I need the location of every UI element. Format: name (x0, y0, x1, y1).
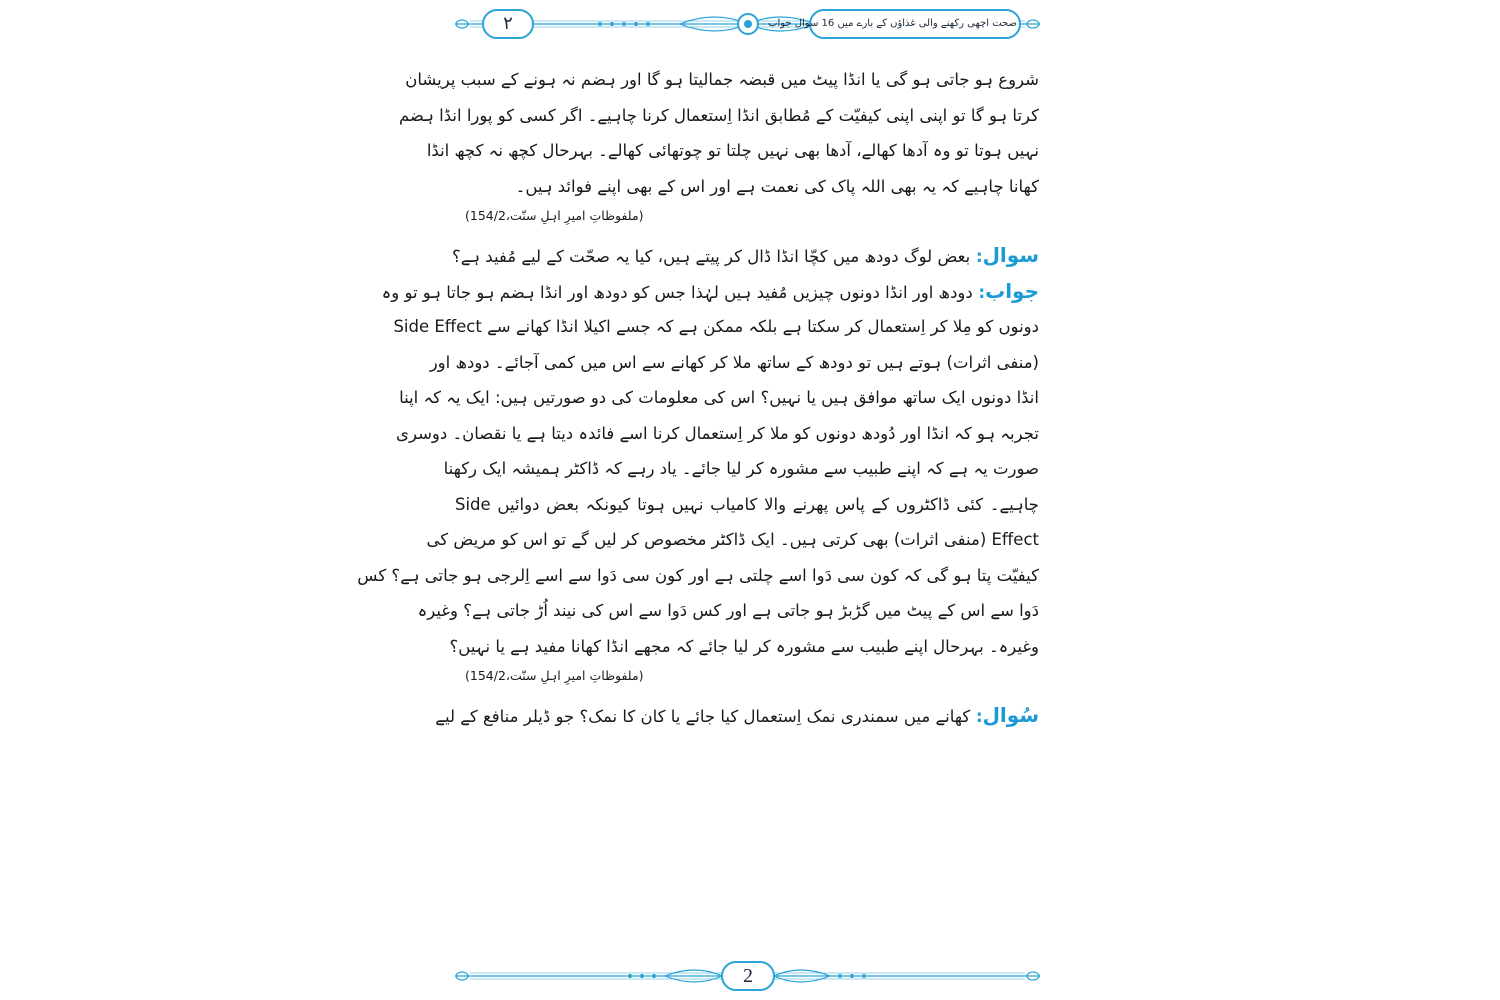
book-page (357, 0, 1045, 1000)
label-colon: : (970, 247, 983, 266)
text-line: چاہیے۔ کئی ڈاکٹروں کے پاس پھرنے والا کامیاب نہیں ہوتا کیونکہ بعض دوائیں Side (455, 494, 1039, 514)
text-line: کرتا ہو گا تو اپنی اپنی کیفیّت کے مُطابق انڈا اِستعمال کرنا چاہیے۔ اگر کسی کو پورا انڈا ہضم (398, 105, 1039, 125)
text-line: تجربہ ہو کہ انڈا اور دُودھ دونوں کو ملا کر اِستعمال کرنا اسے فائدہ دیتا ہے یا نقصان۔ دوسری (396, 423, 1039, 443)
label-colon: : (972, 282, 986, 302)
text-line: Effect (منفی اثرات) بھی کرتی ہیں۔ ایک ڈاکٹر مخصوص کر لیں گے تو اس کو مریض کی (426, 530, 1039, 549)
page-header (450, 4, 1045, 44)
text-line: صورت یہ ہے کہ اپنے طبیب سے مشورہ کر لیا جائے۔ یاد رہے کہ ڈاکٹر ہمیشہ ایک رکھنا (443, 459, 1039, 478)
answer-label: جواب (985, 278, 1039, 303)
answer-line (381, 274, 1039, 310)
header-page-number: ۲ (503, 13, 513, 34)
text-line: کیفیّت پتا ہو گی کہ کون سی دَوا اسے چلتی ہے اور کون سی دَوا سے اسے اِلرجی ہو جاتی ہے؟ کس (357, 565, 1039, 585)
answer-text: دودھ اور انڈا دونوں چیزیں مُفید ہیں لہٰذا جس کو دودھ اور انڈا ہضم ہو جاتا ہو تو وہ (381, 282, 973, 302)
reference-citation: (ملفوظاتِ امیرِ اہلِ سنّت،154/2) (465, 208, 644, 223)
spacer (455, 228, 1039, 238)
text-line: دَوا سے اس کے پیٹ میں گڑبڑ ہو جاتی ہے اور کس دَوا سے اس کی نیند اُڑ جاتی ہے؟ وغیرہ (417, 601, 1039, 620)
text-line: شروع ہو جاتی ہو گی یا انڈا پیٹ میں قبضہ جمالیتا ہو گا اور ہضم نہ ہونے کے سبب پریشان (405, 70, 1039, 89)
running-title: صحت اچھی رکھنے والی غذاؤں کے بارے میں 16 سوال جواب (768, 18, 1017, 29)
question-label: سُوال (982, 703, 1039, 727)
question-label: سوال (982, 243, 1039, 267)
label-colon: : (970, 707, 983, 726)
page-footer (450, 958, 1045, 994)
text-line: نہیں ہوتا تو وہ آدھا کھالے، آدھا بھی نہیں چلتا تو چوتھائی کھالے۔ بہرحال کچھ نہ کچھ انڈا (426, 141, 1039, 160)
text-line: دونوں کو مِلا کر اِستعمال کر سکتا ہے بلکہ ممکن ہے کہ جسے اکیلا انڈا کھانے سے Side Effect (393, 317, 1039, 336)
question-line (435, 698, 1039, 734)
text-line: کھانا چاہیے کہ یہ بھی اللہ پاک کی نعمت ہے اور اس کے بھی اپنے فوائد ہیں۔ (515, 176, 1039, 196)
question-text: بعض لوگ دودھ میں کچّا انڈا ڈال کر پیتے ہیں، کیا یہ صحّت کے لیے مُفید ہے؟ (451, 247, 971, 266)
text-line: وغیرہ۔ بہرحال اپنے طبیب سے مشورہ کر لیا جائے کہ مجھے انڈا کھانا مفید ہے یا نہیں؟ (449, 636, 1039, 656)
text-line: (منفی اثرات) ہوتے ہیں تو دودھ کے ساتھ ملا کر کھانے سے اس میں کمی آجائے۔ دودھ اور (429, 352, 1039, 372)
question-line (451, 238, 1039, 274)
footer-page-number: 2 (743, 965, 753, 987)
page-body (357, 62, 1039, 734)
question-text: کھانے میں سمندری نمک اِستعمال کیا جائے یا کان کا نمک؟ جو ڈیلر منافع کے لیے (435, 707, 971, 726)
text-line: انڈا دونوں ایک ساتھ موافق ہیں یا نہیں؟ اس کی معلومات کی دو صورتیں ہیں: ایک یہ کہ اپنا (399, 388, 1039, 407)
spacer (455, 688, 1039, 698)
reference-citation: (ملفوظاتِ امیرِ اہلِ سنّت،154/2) (465, 668, 644, 683)
